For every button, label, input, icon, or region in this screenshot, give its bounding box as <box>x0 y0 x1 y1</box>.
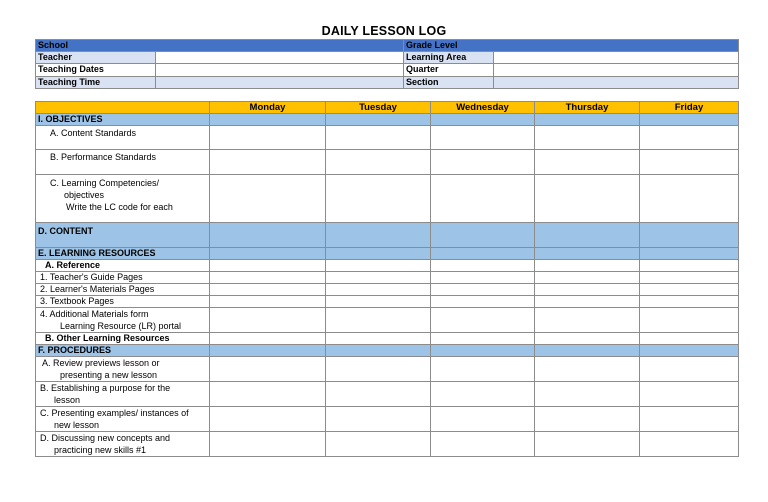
entry-cell[interactable] <box>640 407 739 432</box>
entry-cell[interactable] <box>326 333 431 345</box>
learning-area-field[interactable] <box>494 52 739 64</box>
row-label-line: D. Discussing new concepts and <box>40 433 171 443</box>
entry-cell[interactable] <box>210 407 326 432</box>
row-label: B. Other Learning Resources <box>36 333 210 345</box>
entry-cell[interactable] <box>431 432 535 457</box>
section-label: D. CONTENT <box>36 223 210 248</box>
entry-cell[interactable] <box>326 175 431 223</box>
row-label-line: C. Presenting examples/ instances of <box>40 408 189 418</box>
row-label-line: A. Review previews lesson or <box>42 358 160 368</box>
day-header: Thursday <box>535 102 640 114</box>
row-label: 1. Teacher's Guide Pages <box>36 272 210 284</box>
entry-cell[interactable] <box>431 126 535 150</box>
table-row <box>36 126 739 150</box>
entry-cell[interactable] <box>535 260 640 272</box>
entry-cell[interactable] <box>640 272 739 284</box>
entry-cell[interactable] <box>210 357 326 382</box>
grade-level-label: Grade Level <box>404 40 739 52</box>
teacher-label: Teacher <box>36 52 156 64</box>
table-row <box>36 150 739 175</box>
teaching-time-label: Teaching Time <box>36 76 156 88</box>
entry-cell[interactable] <box>640 432 739 457</box>
section-row <box>36 114 739 126</box>
table-row <box>36 432 739 457</box>
table-row <box>36 333 739 345</box>
entry-cell[interactable] <box>431 272 535 284</box>
entry-cell[interactable] <box>210 382 326 407</box>
entry-cell[interactable] <box>640 382 739 407</box>
table-row <box>36 284 739 296</box>
section-row <box>36 345 739 357</box>
entry-cell[interactable] <box>210 296 326 308</box>
teacher-field[interactable] <box>156 52 404 64</box>
entry-cell[interactable] <box>210 308 326 333</box>
teaching-dates-label: Teaching Dates <box>36 64 156 76</box>
entry-cell[interactable] <box>640 150 739 175</box>
row-label: 3. Textbook Pages <box>36 296 210 308</box>
school-label: School <box>36 40 404 52</box>
row-label: A. Content Standards <box>36 126 210 150</box>
row-label: A. Reference <box>36 260 210 272</box>
corner-header <box>36 102 210 114</box>
table-row <box>36 357 739 382</box>
row-label-line: new lesson <box>54 420 100 430</box>
entry-cell[interactable] <box>535 126 640 150</box>
entry-cell[interactable] <box>431 296 535 308</box>
entry-cell[interactable] <box>535 284 640 296</box>
lesson-log-table <box>35 101 739 457</box>
day-header-row <box>36 102 739 114</box>
table-row <box>36 407 739 432</box>
row-label: B. Performance Standards <box>36 150 210 175</box>
section-field[interactable] <box>494 76 739 88</box>
entry-cell[interactable] <box>640 260 739 272</box>
quarter-label: Quarter <box>404 64 494 76</box>
teaching-time-field[interactable] <box>156 76 404 88</box>
row-label-line: lesson <box>54 395 81 405</box>
table-row <box>36 382 739 407</box>
quarter-field[interactable] <box>494 64 739 76</box>
entry-cell[interactable] <box>210 260 326 272</box>
entry-cell[interactable] <box>210 175 326 223</box>
section-label: Section <box>404 76 494 88</box>
entry-cell[interactable] <box>326 382 431 407</box>
entry-cell[interactable] <box>326 260 431 272</box>
entry-cell[interactable] <box>210 272 326 284</box>
entry-cell[interactable] <box>431 260 535 272</box>
entry-cell[interactable] <box>640 284 739 296</box>
entry-cell[interactable] <box>640 126 739 150</box>
entry-cell[interactable] <box>431 382 535 407</box>
entry-cell[interactable] <box>535 432 640 457</box>
section-row <box>36 223 739 248</box>
section-label: I. OBJECTIVES <box>36 114 210 126</box>
entry-cell[interactable] <box>326 308 431 333</box>
row-label-line: Learning Resource (LR) portal <box>60 321 182 331</box>
row-label-line: Write the LC code for each <box>66 202 173 212</box>
table-row <box>36 308 739 333</box>
row-label <box>36 308 210 333</box>
table-row <box>36 272 739 284</box>
entry-cell[interactable] <box>326 296 431 308</box>
entry-cell[interactable] <box>535 382 640 407</box>
entry-cell[interactable] <box>210 150 326 175</box>
entry-cell[interactable] <box>326 150 431 175</box>
row-label-line: B. Establishing a purpose for the <box>40 383 171 393</box>
row-label-line: C. Learning Competencies/ <box>50 178 160 188</box>
entry-cell[interactable] <box>210 333 326 345</box>
entry-cell[interactable] <box>640 333 739 345</box>
entry-cell[interactable] <box>535 175 640 223</box>
entry-cell[interactable] <box>431 150 535 175</box>
entry-cell[interactable] <box>210 284 326 296</box>
entry-cell[interactable] <box>210 432 326 457</box>
table-row <box>36 260 739 272</box>
entry-cell[interactable] <box>431 357 535 382</box>
entry-cell[interactable] <box>431 407 535 432</box>
page-title: DAILY LESSON LOG <box>321 24 447 38</box>
row-label-line: objectives <box>64 190 105 200</box>
entry-cell[interactable] <box>640 357 739 382</box>
entry-cell[interactable] <box>326 272 431 284</box>
entry-cell[interactable] <box>326 284 431 296</box>
entry-cell[interactable] <box>326 126 431 150</box>
entry-cell[interactable] <box>535 357 640 382</box>
row-label <box>36 175 210 223</box>
school-info-table <box>35 39 739 89</box>
row-label-line: 4. Additional Materials form <box>40 309 149 319</box>
row-label <box>36 357 210 382</box>
entry-cell[interactable] <box>326 432 431 457</box>
entry-cell[interactable] <box>535 333 640 345</box>
entry-cell[interactable] <box>640 175 739 223</box>
row-label <box>36 407 210 432</box>
entry-cell[interactable] <box>640 296 739 308</box>
row-label <box>36 432 210 457</box>
entry-cell[interactable] <box>431 308 535 333</box>
entry-cell[interactable] <box>535 272 640 284</box>
table-row <box>36 296 739 308</box>
day-header: Friday <box>640 102 739 114</box>
row-label-line: practicing new skills #1 <box>54 445 147 455</box>
section-label: E. LEARNING RESOURCES <box>36 248 210 260</box>
entry-cell[interactable] <box>535 407 640 432</box>
entry-cell[interactable] <box>326 357 431 382</box>
row-label-line: presenting a new lesson <box>60 370 158 380</box>
day-header: Monday <box>210 102 326 114</box>
entry-cell[interactable] <box>535 150 640 175</box>
section-label: F. PROCEDURES <box>36 345 210 357</box>
section-row <box>36 248 739 260</box>
table-row <box>36 175 739 223</box>
entry-cell[interactable] <box>431 333 535 345</box>
learning-area-label: Learning Area <box>404 52 494 64</box>
row-label: 2. Learner's Materials Pages <box>36 284 210 296</box>
entry-cell[interactable] <box>326 407 431 432</box>
entry-cell[interactable] <box>431 175 535 223</box>
entry-cell[interactable] <box>640 308 739 333</box>
entry-cell[interactable] <box>210 126 326 150</box>
day-header: Tuesday <box>326 102 431 114</box>
entry-cell[interactable] <box>431 284 535 296</box>
day-header: Wednesday <box>431 102 535 114</box>
entry-cell[interactable] <box>535 308 640 333</box>
row-label <box>36 382 210 407</box>
entry-cell[interactable] <box>535 296 640 308</box>
teaching-dates-field[interactable] <box>156 64 404 76</box>
